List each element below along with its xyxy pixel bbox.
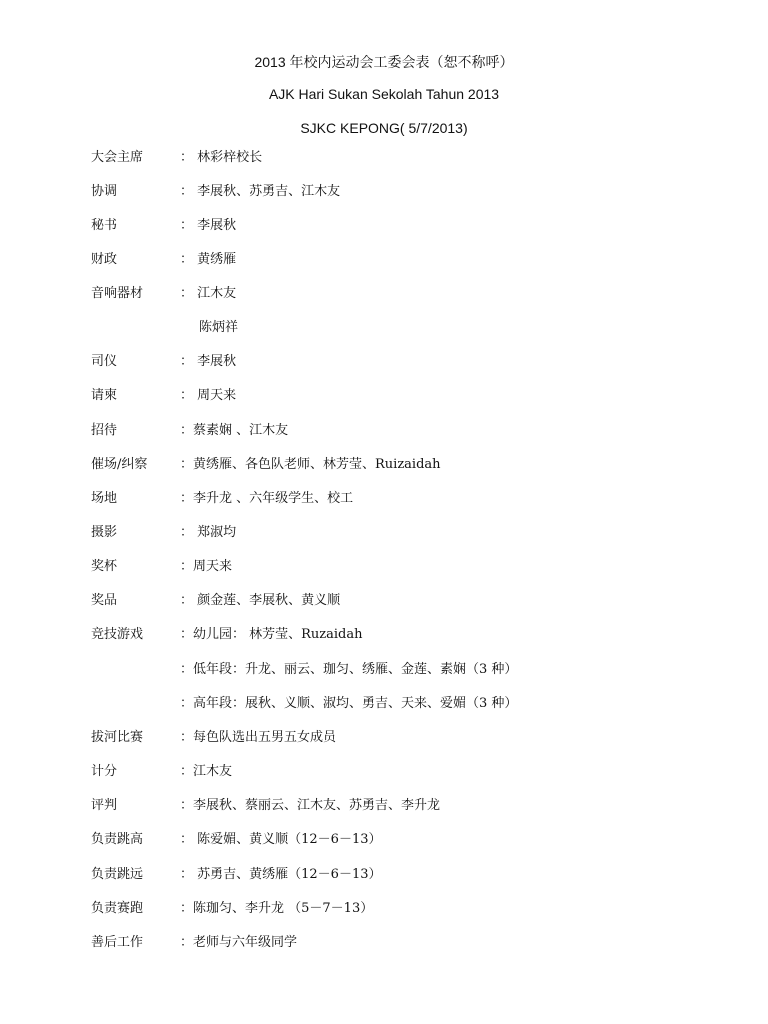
committee-row bbox=[0, 762, 768, 782]
member-names: ： 颜金莲、李展秋、黄义顺 bbox=[180, 593, 341, 608]
role-label: 负责跳远 bbox=[91, 867, 144, 882]
role-label: 善后工作 bbox=[91, 935, 144, 950]
title-malay: AJK Hari Sukan Sekolah Tahun 2013 bbox=[268, 86, 500, 102]
member-names: ： 李展秋、苏勇吉、江木友 bbox=[180, 184, 341, 199]
committee-row bbox=[0, 421, 768, 441]
role-label: 音响器材 bbox=[91, 286, 144, 301]
committee-row-continuation bbox=[0, 318, 768, 338]
member-names: ：陈珈匀、李升龙 （5－7－13） bbox=[180, 901, 374, 916]
member-names: ： 黄绣雁 bbox=[180, 252, 237, 267]
committee-row bbox=[0, 284, 768, 304]
committee-row bbox=[0, 830, 768, 850]
member-names: ：黄绣雁、各色队老师、林芳莹、Ruizaidah bbox=[180, 457, 441, 472]
member-names: ：老师与六年级同学 bbox=[180, 935, 298, 950]
role-label: 招待 bbox=[91, 423, 118, 438]
committee-row bbox=[0, 182, 768, 202]
committee-row bbox=[0, 796, 768, 816]
member-names: ： 周天来 bbox=[180, 388, 237, 403]
role-label: 摄影 bbox=[91, 525, 118, 540]
member-names: ： 李展秋 bbox=[180, 218, 237, 233]
member-names: ： 江木友 bbox=[180, 286, 237, 301]
member-names: ： 陈爱媚、黄义顺（12－6－13） bbox=[180, 832, 382, 847]
role-label: 财政 bbox=[91, 252, 118, 267]
member-names: ： 林彩梓校长 bbox=[180, 150, 263, 165]
committee-row bbox=[0, 489, 768, 509]
member-names: ：幼儿园： 林芳莹、Ruzaidah bbox=[180, 627, 363, 642]
committee-row-continuation bbox=[0, 694, 768, 714]
role-label: 评判 bbox=[91, 798, 118, 813]
committee-row-continuation bbox=[0, 660, 768, 680]
role-label: 场地 bbox=[91, 491, 118, 506]
committee-row bbox=[0, 523, 768, 543]
committee-row bbox=[0, 352, 768, 372]
role-label: 司仪 bbox=[91, 354, 118, 369]
member-names: ：江木友 bbox=[180, 764, 233, 779]
committee-row bbox=[0, 625, 768, 645]
committee-row bbox=[0, 591, 768, 611]
member-names: ：每色队选出五男五女成员 bbox=[180, 730, 337, 745]
committee-row bbox=[0, 728, 768, 748]
title-chinese: 2013 年校内运动会工委会表（恕不称呼） bbox=[254, 54, 514, 70]
member-names: ：蔡素娴 、江木友 bbox=[180, 423, 289, 438]
member-names: ： 郑淑均 bbox=[180, 525, 237, 540]
member-names: ：高年段：展秋、义顺、淑均、勇吉、天来、爱媚（3 种） bbox=[180, 696, 518, 711]
member-names: 陈炳祥 bbox=[199, 320, 239, 335]
committee-row bbox=[0, 250, 768, 270]
role-label: 催场/纠察 bbox=[91, 457, 148, 472]
committee-row bbox=[0, 557, 768, 577]
role-label: 协调 bbox=[91, 184, 118, 199]
member-names: ：李展秋、蔡丽云、江木友、苏勇吉、李升龙 bbox=[180, 798, 441, 813]
role-label: 秘书 bbox=[91, 218, 118, 233]
member-names: ：周天来 bbox=[180, 559, 233, 574]
committee-row bbox=[0, 455, 768, 475]
role-label: 请柬 bbox=[91, 388, 118, 403]
role-label: 奖杯 bbox=[91, 559, 118, 574]
committee-row bbox=[0, 899, 768, 919]
member-names: ： 李展秋 bbox=[180, 354, 237, 369]
school-line: SJKC KEPONG( 5/7/2013) bbox=[300, 120, 468, 136]
role-label: 竞技游戏 bbox=[91, 627, 144, 642]
member-names: ：低年段：升龙、丽云、珈匀、绣雁、金莲、素娴（3 种） bbox=[180, 662, 518, 677]
role-label: 奖品 bbox=[91, 593, 118, 608]
role-label: 计分 bbox=[91, 764, 118, 779]
role-label: 拔河比赛 bbox=[91, 730, 144, 745]
committee-row bbox=[0, 216, 768, 236]
role-label: 负责跳高 bbox=[91, 832, 144, 847]
committee-row bbox=[0, 148, 768, 168]
role-label: 负责赛跑 bbox=[91, 901, 144, 916]
member-names: ：李升龙 、六年级学生、校工 bbox=[180, 491, 354, 506]
committee-row bbox=[0, 865, 768, 885]
member-names: ： 苏勇吉、黄绣雁（12－6－13） bbox=[180, 867, 382, 882]
role-label: 大会主席 bbox=[91, 150, 144, 165]
committee-row bbox=[0, 386, 768, 406]
committee-row bbox=[0, 933, 768, 953]
